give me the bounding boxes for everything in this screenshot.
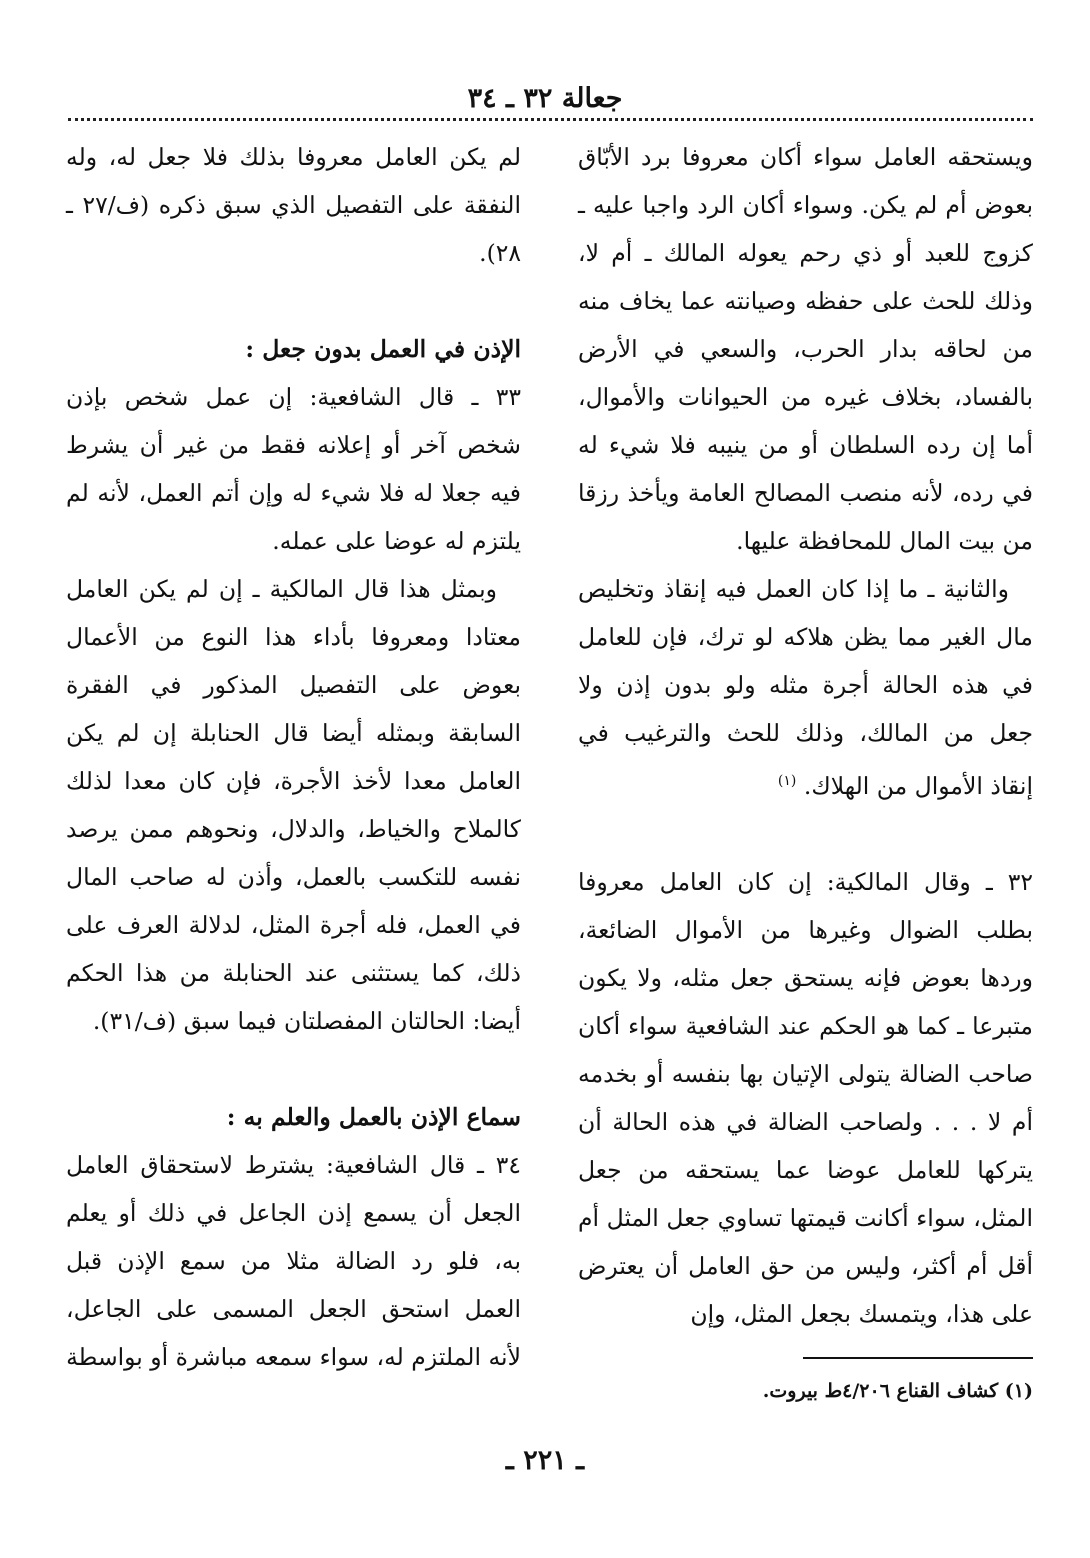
paragraph: ويستحقه العامل سواء أكان معروفا برد الأبّاق بعوض أم لم يكن. وسواء أكان الرد واجبا عليه ـ كزوج للعبد أو ذي رحم يعوله المالك ـ أم لا، وذلك للحث على حفظه وصيانته عما يخاف منه من لحاقه بدار الحرب، والسعي في الأرض بالفساد، بخلاف غيره من الحيوانات والأموال، أما إن رده السلطان أو من ينيبه فلا شيء له في رده، لأنه منصب المصالح العامة ويأخذ رزقا من بيت المال للمحافظة عليها. — [578, 143, 1033, 555]
page-number: ـ ٢٢١ ـ — [505, 1445, 585, 1476]
footnote-divider — [803, 1357, 1033, 1359]
paragraph: لم يكن العامل معروفا بذلك فلا جعل له، وله النفقة على التفصيل الذي سبق ذكره (ف/٢٧ ـ ٢٨). — [66, 143, 521, 267]
section-heading: سماع الإذن بالعمل والعلم به : — [226, 1103, 521, 1131]
paragraph: ٣٤ ـ قال الشافعية: يشترط لاستحقاق العامل الجعل أن يسمع إذن الجاعل في ذلك أو يعلم به، فلو رد الضالة مثلا من سمع الإذن قبل العمل استحق الجعل المسمى على الجاعل، لأنه الملتزم له، سواء سمعه مباشرة أو بواسطة — [66, 1151, 521, 1371]
right-column — [578, 133, 1033, 1338]
running-header: جعالة ٣٢ ـ ٣٤ — [467, 83, 623, 114]
header-divider — [68, 118, 1033, 121]
paragraph-text: والثانية ـ ما إذا كان العمل فيه إنقاذ وتخليص مال الغير مما يظن هلاكه لو ترك، فإن للعامل في هذه الحالة أجرة مثله ولو بدون إذن ولا جعل من المالك، وذلك للحث والترغيب في إنقاذ الأموال من الهلاك. — [578, 575, 1033, 800]
paragraph-gap — [66, 277, 521, 325]
left-column — [66, 133, 521, 1381]
footnote-reference: (١) — [777, 773, 797, 789]
paragraph-gap — [66, 1045, 521, 1093]
paragraph: وبمثل هذا قال المالكية ـ إن لم يكن العامل معتادا ومعروفا بأداء هذا النوع من الأعمال بعوض على التفصيل المذكور في الفقرة السابقة وبمثله أيضا قال الحنابلة إن لم يكن العامل معدا لأخذ الأجرة، فإن كان معدا لذلك كالملاح والخياط، والدلال، ونحوهم ممن يرصد نفسه للتكسب بالعمل، وأذن له صاحب المال في العمل، فله أجرة المثل، لدلالة العرف على ذلك، كما يستثنى عند الحنابلة من هذا الحكم أيضا: الحالتان المفصلتان فيما سبق (ف/٣١). — [66, 575, 521, 1035]
section-heading: الإذن في العمل بدون جعل : — [245, 335, 521, 363]
footnote: (١) كشاف القناع ٤/٢٠٦ط بيروت. — [762, 1380, 1033, 1402]
paragraph-gap — [578, 810, 1033, 858]
paragraph — [578, 565, 1033, 810]
paragraph: ٣٣ ـ قال الشافعية: إن عمل شخص بإذن شخص آخر أو إعلانه فقط من غير أن يشرط فيه جعلا له فلا شيء له وإن أتم العمل، لأنه لم يلتزم له عوضا على عمله. — [66, 383, 521, 555]
paragraph: ٣٢ ـ وقال المالكية: إن كان العامل معروفا بطلب الضوال وغيرها من الأموال الضائعة، وردها بعوض فإنه يستحق جعل مثله، ولا يكون متبرعا ـ كما هو الحكم عند الشافعية سواء أكان صاحب الضالة يتولى الإتيان بها بنفسه أو بخدمه أم لا . . . ولصاحب الضالة في هذه الحالة أن يتركها للعامل عوضا عما يستحقه من جعل المثل، سواء أكانت قيمتها تساوي جعل المثل أم أقل أم أكثر، وليس من حق العامل أن يعترض على هذا، ويتمسك بجعل المثل، وإن — [578, 867, 1033, 1328]
